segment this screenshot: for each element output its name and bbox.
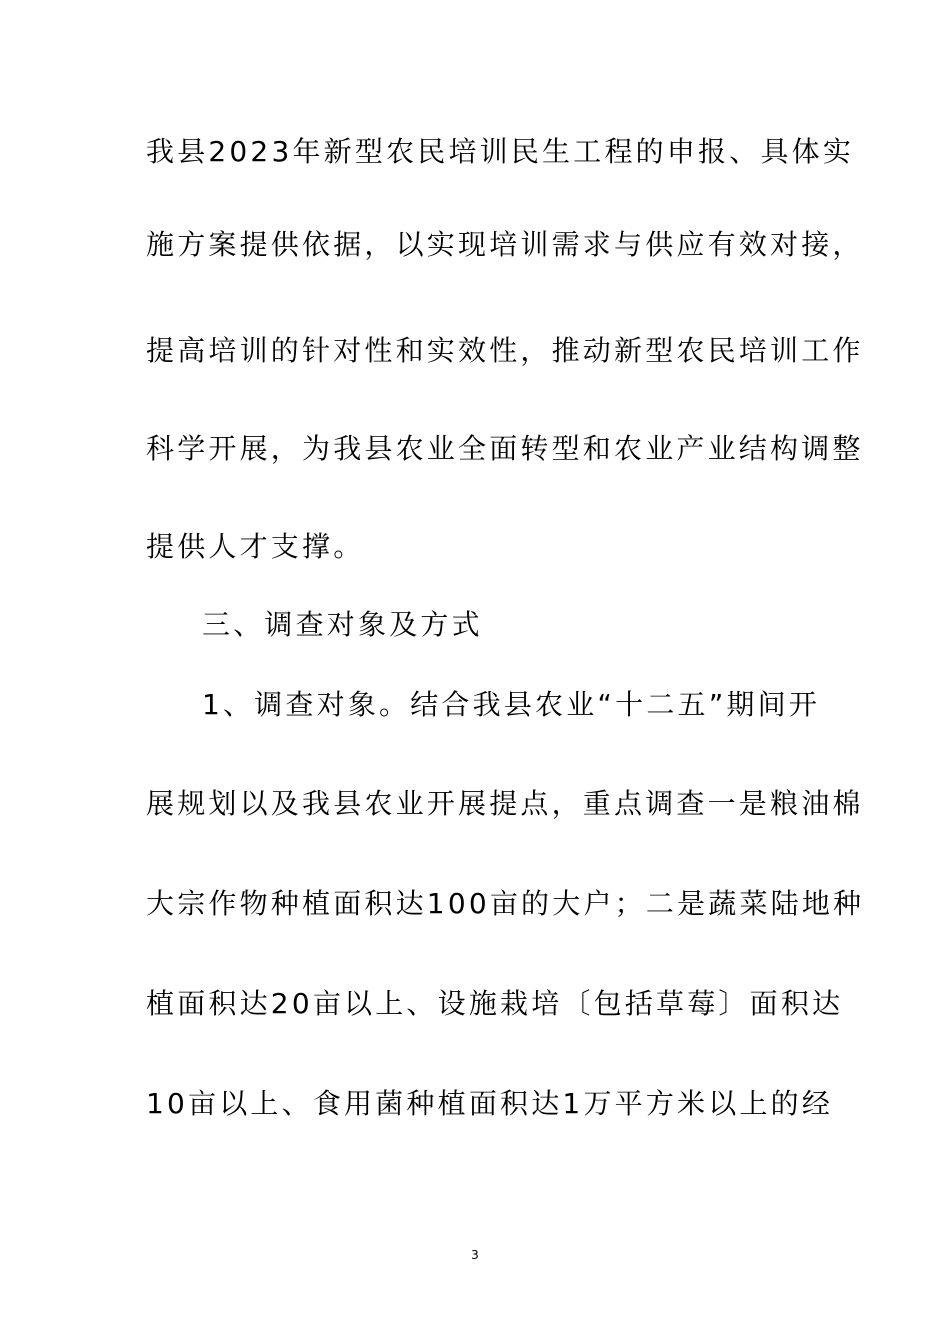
body-text-line: 大宗作物种植面积达100亩的大户；二是蔬菜陆地种 — [146, 887, 865, 920]
page-number: 3 — [471, 1248, 479, 1262]
body-text-line: 提高培训的针对性和实效性，推动新型农民培训工作 — [146, 334, 864, 367]
section-heading: 三、调查对象及方式 — [202, 608, 483, 641]
paragraph-first-line: 1、调查对象。结合我县农业“十二五”期间开 — [202, 688, 821, 721]
body-text-line: 施方案提供依据，以实现培训需求与供应有效对接， — [146, 228, 864, 261]
body-text-line: 我县2023年新型农民培训民生工程的申报、具体实 — [146, 135, 855, 168]
body-text-line: 植面积达20亩以上、设施栽培〔包括草莓〕面积达 — [146, 987, 844, 1020]
body-text-line: 提供人才支撑。 — [146, 530, 365, 563]
body-text-line: 展规划以及我县农业开展提点，重点调查一是粮油棉 — [146, 787, 864, 820]
body-text-line: 科学开展，为我县农业全面转型和农业产业结构调整 — [146, 432, 864, 465]
body-text-line: 10亩以上、食用菌种植面积达1万平方米以上的经 — [146, 1087, 834, 1120]
